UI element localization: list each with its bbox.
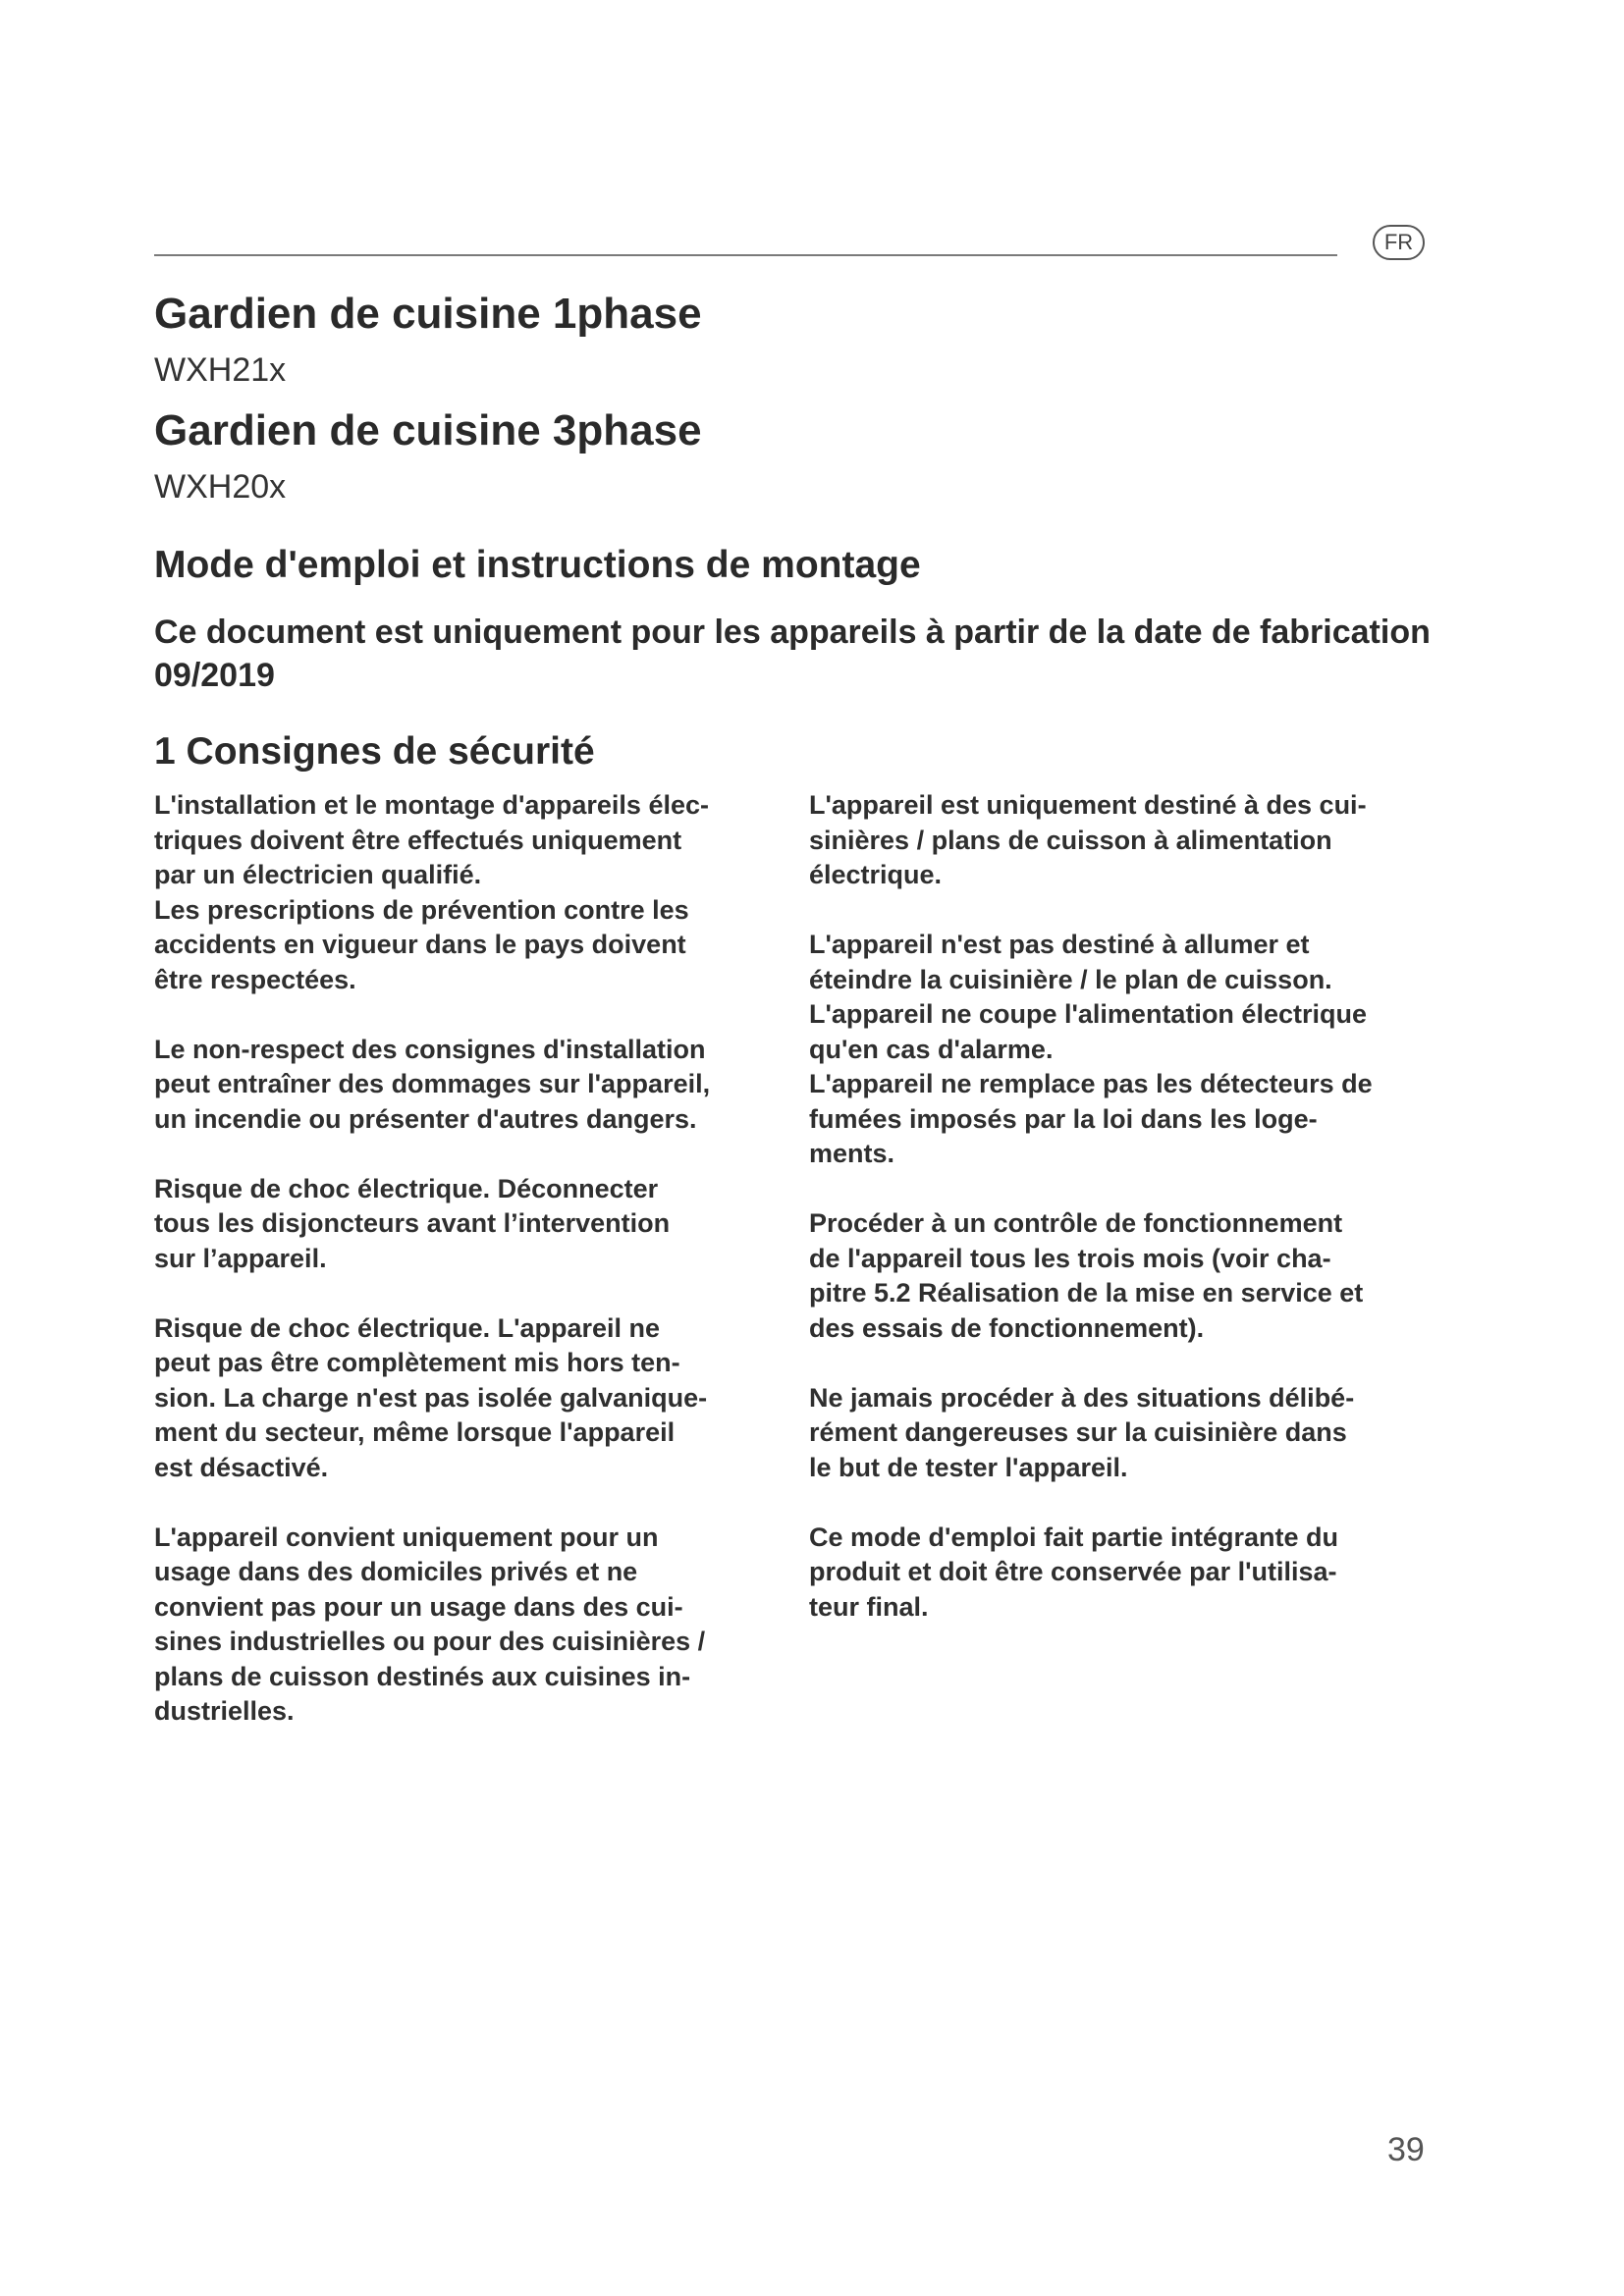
safety-paragraph-1: L'installation et le montage d'appareils élec- triques doivent être effectués uniquement par un électricien qualifié. Les prescriptions de prévention contre les accidents en vigueur dans le pays doivent être respectées.: [154, 790, 709, 994]
safety-paragraph-4: Risque de choc électrique. L'appareil ne peut pas être complètement mis hors ten- sion. La charge n'est pas isolée galvanique- ment du secteur, même lorsque l'appareil est désactivé.: [154, 1312, 708, 1482]
page-number: 39: [1387, 2131, 1425, 2168]
safety-paragraph-7: L'appareil n'est pas destiné à allumer et éteindre la cuisinière / le plan de cuisson. L'appareil ne coupe l'alimentation électrique qu'en cas d'alarme. L'appareil ne remplace pas les détecteurs de fumées imposés par la loi dans les loge- ments.: [809, 930, 1373, 1168]
safety-paragraph-3: Risque de choc électrique. Déconnecter tous les disjoncteurs avant l’intervention sur l’appareil.: [154, 1173, 671, 1273]
safety-paragraph-5: L'appareil convient uniquement pour un usage dans des domiciles privés et ne convient pas pour un usage dans des cui- sines industrielles ou pour des cuisinières / plans de cuisson destinés aux cuisines in- dustrielles.: [154, 1522, 706, 1726]
header-rule: [154, 254, 1337, 256]
language-badge: FR: [1373, 225, 1425, 260]
safety-paragraph-10: Ce mode d'emploi fait partie intégrante du produit et doit être conservée par l'utilisa- teur final.: [809, 1522, 1338, 1622]
model-number-1phase: WXH21x: [154, 351, 287, 389]
right-column: [809, 788, 1437, 1660]
product-title-3phase: Gardien de cuisine 3phase: [154, 406, 702, 454]
section-title: 1 Consignes de sécurité: [154, 730, 595, 773]
validity-notice: Ce document est uniquement pour les appareils à partir de la date de fabrication 09/2019: [154, 614, 1431, 694]
product-title-1phase: Gardien de cuisine 1phase: [154, 290, 702, 338]
safety-paragraph-9: Ne jamais procéder à des situations délibé- rément dangereuses sur la cuisinière dans le but de tester l'appareil.: [809, 1382, 1355, 1482]
safety-paragraph-2: Le non-respect des consignes d'installation peut entraîner des dommages sur l'appareil, un incendie ou présenter d'autres dangers.: [154, 1034, 711, 1134]
safety-paragraph-8: Procéder à un contrôle de fonctionnement de l'appareil tous les trois mois (voir cha- pitre 5.2 Réalisation de la mise en service et des essais de fonctionnement).: [809, 1208, 1364, 1343]
safety-paragraph-6: L'appareil est uniquement destiné à des cui- sinières / plans de cuisson à alimentation électrique.: [809, 790, 1367, 889]
manual-title: Mode d'emploi et instructions de montage: [154, 544, 921, 586]
left-column: [154, 788, 783, 1764]
model-number-3phase: WXH20x: [154, 468, 287, 506]
